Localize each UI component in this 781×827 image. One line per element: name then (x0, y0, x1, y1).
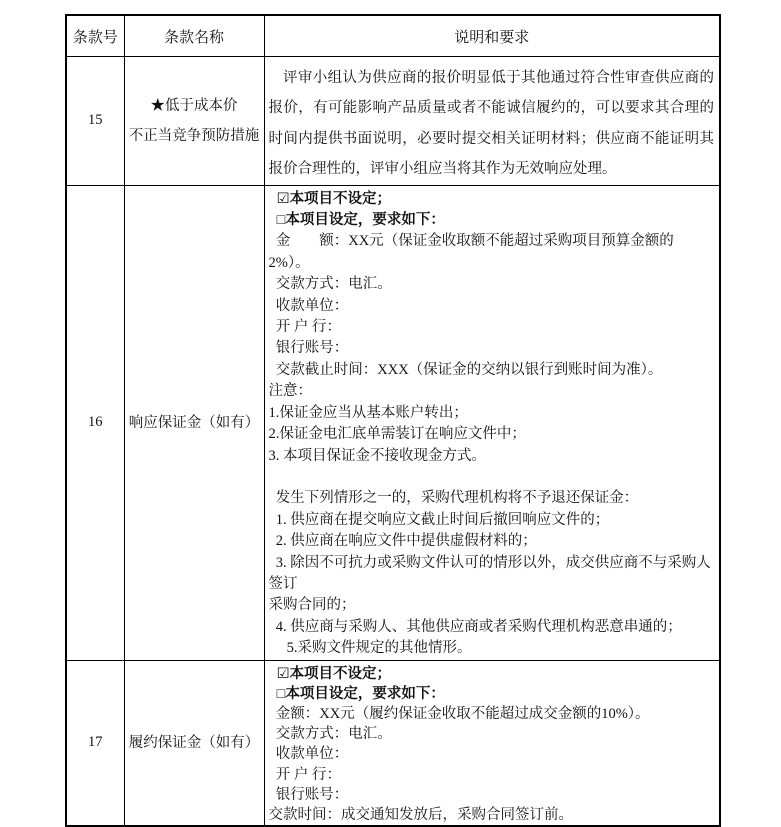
text-line: 2.保证金电汇底单需装订在响应文件中； (268, 426, 526, 443)
text-line: 开 户 行： (275, 319, 341, 336)
text-line: 收款单位： (275, 746, 349, 763)
table-row-clause-15 (66, 57, 720, 186)
checkbox-checked-icon: ☑ (276, 190, 290, 207)
clause-number-cell: 16 (66, 185, 124, 660)
clause-16-requirements (264, 185, 720, 660)
text-line: 1. 供应商在提交响应文截止时间后撤回响应文件的； (275, 511, 610, 528)
text-line: 注意： (268, 383, 312, 400)
header-clause-number: 条款号 (66, 15, 124, 57)
text-line: 收款单位： (275, 297, 349, 314)
checkbox-option-line: □本项目设定，要求如下： (276, 212, 445, 229)
text-line: 采购合同的； (268, 597, 356, 614)
header-description-requirements: 说明和要求 (264, 15, 720, 57)
checkbox-option-line: ☑本项目不设定； (276, 665, 392, 682)
clause-name-cell (124, 660, 264, 826)
clause-number-cell: 17 (66, 660, 124, 826)
text-line: 金额：XX元（履约保证金收取不能超过成交金额的10%）。 (275, 705, 650, 722)
clauses-table (65, 14, 721, 827)
text-line: 发生下列情形之一的，采购代理机构将不予退还保证金： (275, 490, 639, 507)
clause-name-cell (124, 57, 264, 186)
text-line: 银行账号： (275, 786, 349, 803)
text-line: 2. 供应商在响应文件中提供虚假材料的； (275, 533, 537, 550)
checkbox-option-line: □本项目设定，要求如下： (276, 685, 445, 702)
text-line: 开 户 行： (275, 766, 341, 783)
checkbox-option-line: ★低于成本价 (150, 97, 238, 114)
text-line (269, 467, 715, 488)
checkbox-unchecked-icon: □ (276, 212, 286, 229)
table-row-clause-16 (66, 185, 720, 660)
table-row-clause-17 (66, 660, 720, 826)
table-header-row (66, 15, 720, 57)
text-line: 履约保证金（如有） (128, 734, 260, 751)
star-icon: ★ (150, 97, 165, 114)
clause-15-description: 评审小组认为供应商的报价明显低于其他通过符合性审查供应商的报价，有可能影响产品质量或者不能诚信履约的，可以要求其合理的时间内提供书面说明，必要时提交相关证明材料；供应商不能证明其报价合理性的，评审小组应当将其作为无效响应处理。 (268, 70, 714, 178)
clause-17-requirements (264, 660, 720, 826)
text-line: 交款截止时间：XXX（保证金的交纳以银行到账时间为准）。 (275, 361, 663, 378)
text-line: 交款方式：电汇。 (275, 726, 392, 743)
text-line: 不正当竞争预防措施 (128, 127, 260, 144)
clause-description-cell (264, 57, 720, 186)
checkbox-checked-icon: ☑ (276, 665, 290, 682)
text-line: 5.采购文件规定的其他情形。 (286, 640, 472, 657)
text-line: 响应保证金（如有） (128, 414, 260, 431)
text-line: 3. 除因不可抗力或采购文件认可的情形以外，成交供应商不与采购人签订 (268, 554, 711, 592)
text-line: 1.保证金应当从基本账户转出； (268, 404, 468, 421)
checkbox-unchecked-icon: □ (276, 685, 286, 702)
text-line: 3. 本项目保证金不接收现金方式。 (268, 447, 486, 464)
text-line: 金 额：XX元（保证金收取额不能超过采购项目预算金额的2%）。 (268, 233, 674, 271)
clause-name-cell (124, 185, 264, 660)
header-clause-name: 条款名称 (124, 15, 264, 57)
text-line: 银行账号： (275, 340, 349, 357)
checkbox-option-line: ☑本项目不设定； (276, 190, 392, 207)
text-line: 交款时间：成交通知发放后，采购合同签订前。 (268, 806, 573, 823)
clause-number-cell: 15 (66, 57, 124, 186)
text-line: 4. 供应商与采购人、其他供应商或者采购代理机构恶意串通的； (275, 618, 682, 635)
text-line: 交款方式：电汇。 (275, 276, 392, 293)
